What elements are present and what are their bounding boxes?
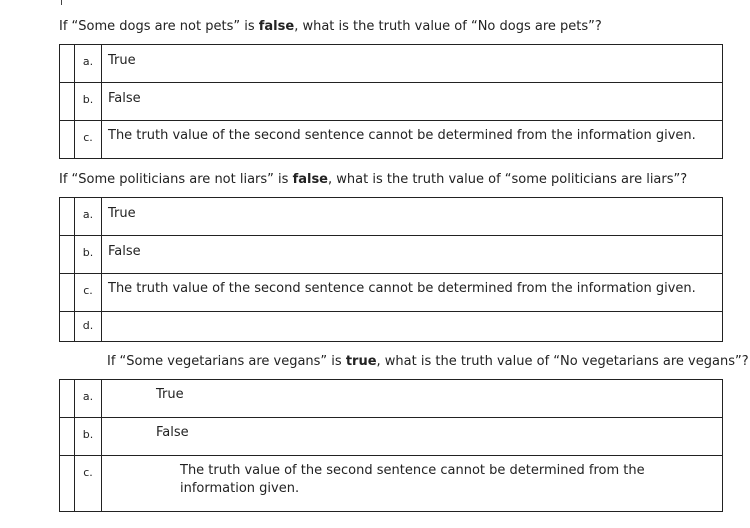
option-letter: c.: [83, 284, 93, 297]
question-1-options: [59, 44, 723, 159]
option-text: True: [108, 206, 136, 221]
question-2-keyword: false: [292, 172, 329, 187]
question-2-prompt: If “Some politicians are not liars” is false, what is the truth value of “some politicians are liars”?: [59, 172, 688, 187]
option-text: True: [156, 387, 184, 402]
option-letter: b.: [82, 246, 94, 259]
option-row[interactable]: [60, 236, 723, 274]
question-1-keyword: false: [258, 19, 295, 34]
question-3-options: [59, 379, 723, 512]
option-letter: b.: [82, 93, 94, 106]
question-3-keyword: true: [345, 354, 377, 369]
option-row[interactable]: [60, 45, 723, 83]
option-row[interactable]: [60, 312, 723, 342]
option-letter: c.: [83, 131, 93, 144]
option-row[interactable]: [60, 418, 723, 456]
option-letter: b.: [82, 428, 94, 441]
option-text: False: [156, 425, 189, 440]
top-edge-mark: [61, 0, 62, 5]
option-letter: a.: [82, 208, 94, 221]
option-row[interactable]: [60, 380, 723, 418]
option-text: The truth value of the second sentence cannot be determined from the information given.: [108, 128, 696, 143]
question-3-prompt: If “Some vegetarians are vegans” is true, what is the truth value of “No vegetarians are vegans”?: [107, 354, 749, 369]
option-text: False: [108, 91, 141, 106]
option-text: True: [108, 53, 136, 68]
question-1-prompt: If “Some dogs are not pets” is false, what is the truth value of “No dogs are pets”?: [59, 19, 602, 34]
option-row[interactable]: [60, 456, 723, 512]
option-text: [108, 312, 722, 318]
option-row[interactable]: [60, 274, 723, 312]
option-text: False: [108, 244, 141, 259]
question-2-options: [59, 197, 723, 342]
option-text: The truth value of the second sentence cannot be determined from the information given.: [108, 281, 696, 296]
option-letter: c.: [83, 466, 93, 479]
option-letter: d.: [82, 319, 94, 332]
option-row[interactable]: [60, 198, 723, 236]
option-row[interactable]: [60, 121, 723, 159]
option-letter: a.: [82, 390, 94, 403]
option-text: The truth value of the second sentence cannot be determined from the information given.: [180, 463, 645, 496]
option-row[interactable]: [60, 83, 723, 121]
option-letter: a.: [82, 55, 94, 68]
